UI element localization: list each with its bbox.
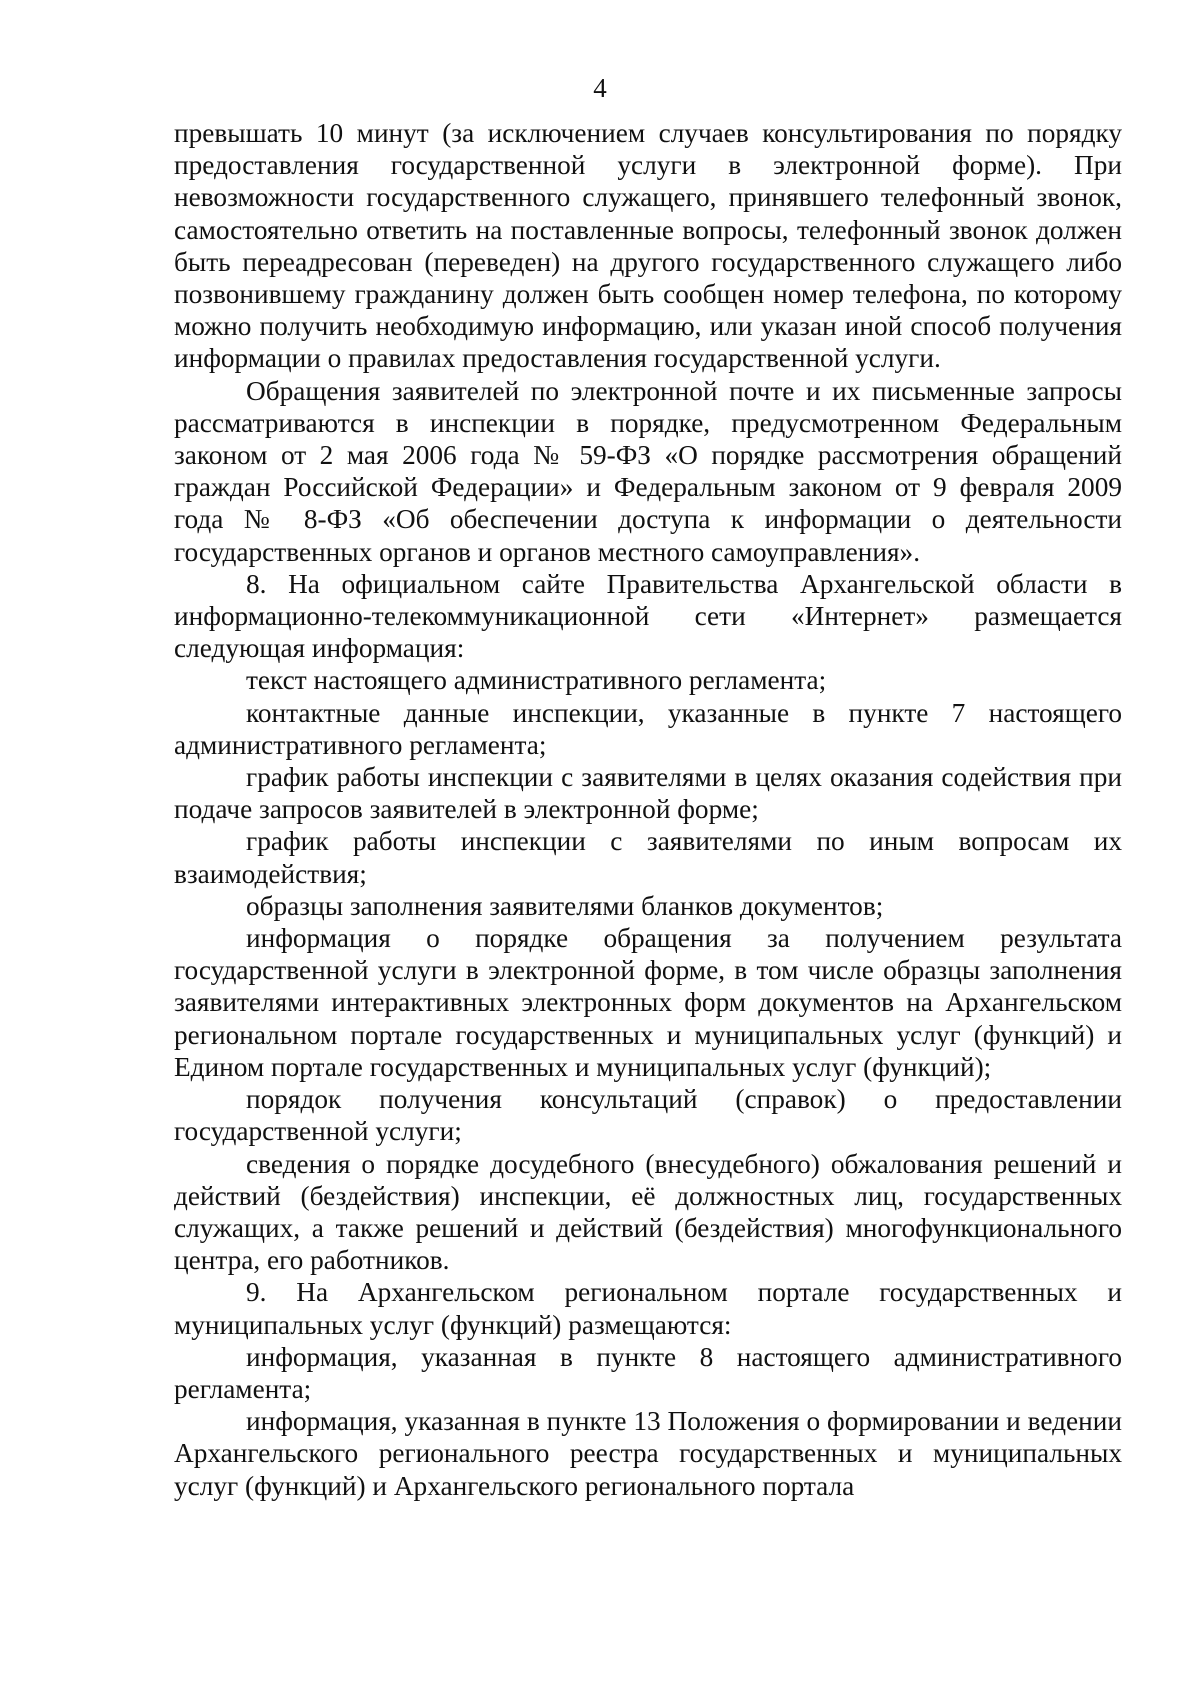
list-item-item-13-info: информация, указанная в пункте 13 Положения о формировании и ведении Архангельского регионального реестра государственных и муниципальных услуг (функций) и Архангельского регионального портала	[174, 1406, 1122, 1501]
list-item-electronic-result-info: информация о порядке обращения за получением результата государственной услуги в электронной форме, в том числе образцы заполнения заявителями интерактивных электронных форм документов на Архангельском региональном портале государственных и муниципальных услуг (функций) и Едином портале государственных и муниципальных услуг (функций);	[174, 923, 1122, 1082]
document-body	[174, 117, 1122, 1502]
list-item-form-samples: образцы заполнения заявителями бланков документов;	[246, 890, 884, 921]
list-item-contact-data: контактные данные инспекции, указанные в пункте 7 настоящего административного регламента;	[174, 697, 1122, 760]
list-item-appeal-procedure: сведения о порядке досудебного (внесудебного) обжалования решений и действий (бездействия) инспекции, её должностных лиц, государственных служащих, а также решений и действий (бездействия) многофункционального центра, его работников.	[174, 1148, 1122, 1276]
paragraph-phone-consultation: превышать 10 минут (за исключением случаев консультирования по порядку предоставления государственной услуги в электронной форме). При невозможности государственного служащего, принявшего телефонный звонок, самостоятельно ответить на поставленные вопросы, телефонный звонок должен быть переадресован (переведен) на другого государственного служащего либо позвонившему гражданину должен быть сообщен номер телефона, по которому можно получить необходимую информацию, или указан иной способ получения информации о правилах предоставления государственной услуги.	[174, 118, 1122, 374]
paragraph-written-requests: Обращения заявителей по электронной почте и их письменные запросы рассматриваются в инспекции в порядке, предусмотренном Федеральным законом от 2 мая 2006 года № 59-ФЗ «О порядке рассмотрения обращений граждан Российской Федерации» и Федеральным законом от 9 февраля 2009 года № 8-ФЗ «Об обеспечении доступа к информации о деятельности государственных органов и органов местного самоуправления».	[174, 375, 1122, 567]
list-item-consultation-procedure: порядок получения консультаций (справок) о предоставлении государственной услуги;	[174, 1084, 1122, 1147]
list-item-schedule-other: график работы инспекции с заявителями по иным вопросам их взаимодействия;	[174, 826, 1122, 889]
list-item-item-8-info: информация, указанная в пункте 8 настоящего административного регламента;	[174, 1341, 1122, 1404]
paragraph-item-9-intro: 9. На Архангельском региональном портале государственных и муниципальных услуг (функций) размещаются:	[174, 1277, 1122, 1340]
page-number: 4	[593, 73, 607, 103]
list-item-schedule-electronic: график работы инспекции с заявителями в целях оказания содействия при подаче запросов заявителей в электронной форме;	[174, 762, 1122, 825]
paragraph-item-8-intro: 8. На официальном сайте Правительства Архангельской области в информационно-телекоммуникационной сети «Интернет» размещается следующая информация:	[174, 568, 1122, 664]
list-item-regulation-text: текст настоящего административного регламента;	[246, 665, 827, 696]
